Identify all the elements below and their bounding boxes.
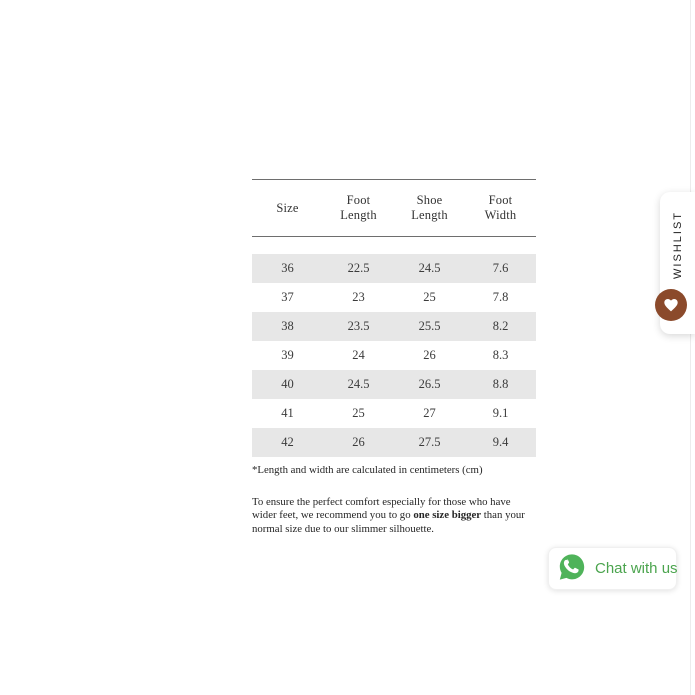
header-foot-length-label: Foot Length xyxy=(340,193,377,222)
header-foot-width xyxy=(465,180,536,236)
table-cell: 22.5 xyxy=(347,261,370,275)
wishlist-label: WISHLIST xyxy=(671,211,684,279)
table-cell: 26.5 xyxy=(418,377,441,391)
table-cell: 9.4 xyxy=(492,435,509,449)
table-row xyxy=(252,341,536,370)
table-cell: 26 xyxy=(352,435,365,449)
table-cell: 27 xyxy=(423,406,436,420)
chat-button-label: Chat with us xyxy=(595,560,678,577)
header-size xyxy=(252,180,323,236)
table-cell: 9.1 xyxy=(492,406,509,420)
sizing-note-text-after: than your normal size due to our slimmer silhouette. xyxy=(252,509,525,535)
table-row xyxy=(252,254,536,283)
header-size-label: Size xyxy=(276,200,299,215)
table-cell: 25 xyxy=(423,290,436,304)
table-cell: 37 xyxy=(281,290,294,304)
table-cell: 26 xyxy=(423,348,436,362)
table-cell: 24.5 xyxy=(347,377,370,391)
size-chart xyxy=(252,179,536,536)
sizing-note xyxy=(252,496,534,536)
table-row xyxy=(252,283,536,312)
table-cell: 8.3 xyxy=(492,348,509,362)
table-row xyxy=(252,370,536,399)
table-row xyxy=(252,428,536,457)
table-cell: 7.6 xyxy=(492,261,509,275)
table-cell: 25.5 xyxy=(418,319,441,333)
table-row xyxy=(252,399,536,428)
header-foot-width-label: Foot Width xyxy=(484,193,517,222)
table-cell: 23.5 xyxy=(347,319,370,333)
size-chart-footnote: *Length and width are calculated in centimeters (cm) xyxy=(252,464,483,476)
table-cell: 27.5 xyxy=(418,435,441,449)
table-cell: 42 xyxy=(281,435,294,449)
header-shoe-length-label: Shoe Length xyxy=(411,193,448,222)
table-cell: 40 xyxy=(281,377,294,391)
table-cell: 23 xyxy=(352,290,365,304)
table-cell: 8.8 xyxy=(492,377,509,391)
table-cell: 36 xyxy=(281,261,294,275)
sizing-note-text: To ensure the perfect comfort especially for those who have wider feet, we recommend you to go xyxy=(252,496,511,522)
table-cell: 25 xyxy=(352,406,365,420)
wishlist-heart-button[interactable] xyxy=(655,289,687,321)
whatsapp-chat-button[interactable] xyxy=(548,547,677,590)
table-cell: 24.5 xyxy=(418,261,441,275)
table-cell: 7.8 xyxy=(492,290,509,304)
table-cell: 39 xyxy=(281,348,294,362)
header-foot-length xyxy=(323,180,394,236)
header-shoe-length xyxy=(394,180,465,236)
size-chart-body xyxy=(252,254,536,457)
table-cell: 24 xyxy=(352,348,365,362)
whatsapp-icon xyxy=(557,552,587,585)
page-edge-divider xyxy=(690,0,691,695)
wishlist-label-wrap xyxy=(660,202,695,288)
size-chart-header-row xyxy=(252,179,536,237)
table-cell: 8.2 xyxy=(492,319,509,333)
table-cell: 41 xyxy=(281,406,294,420)
heart-icon xyxy=(663,298,679,312)
table-cell: 38 xyxy=(281,319,294,333)
table-row xyxy=(252,312,536,341)
sizing-note-bold: one size bigger xyxy=(413,509,482,522)
